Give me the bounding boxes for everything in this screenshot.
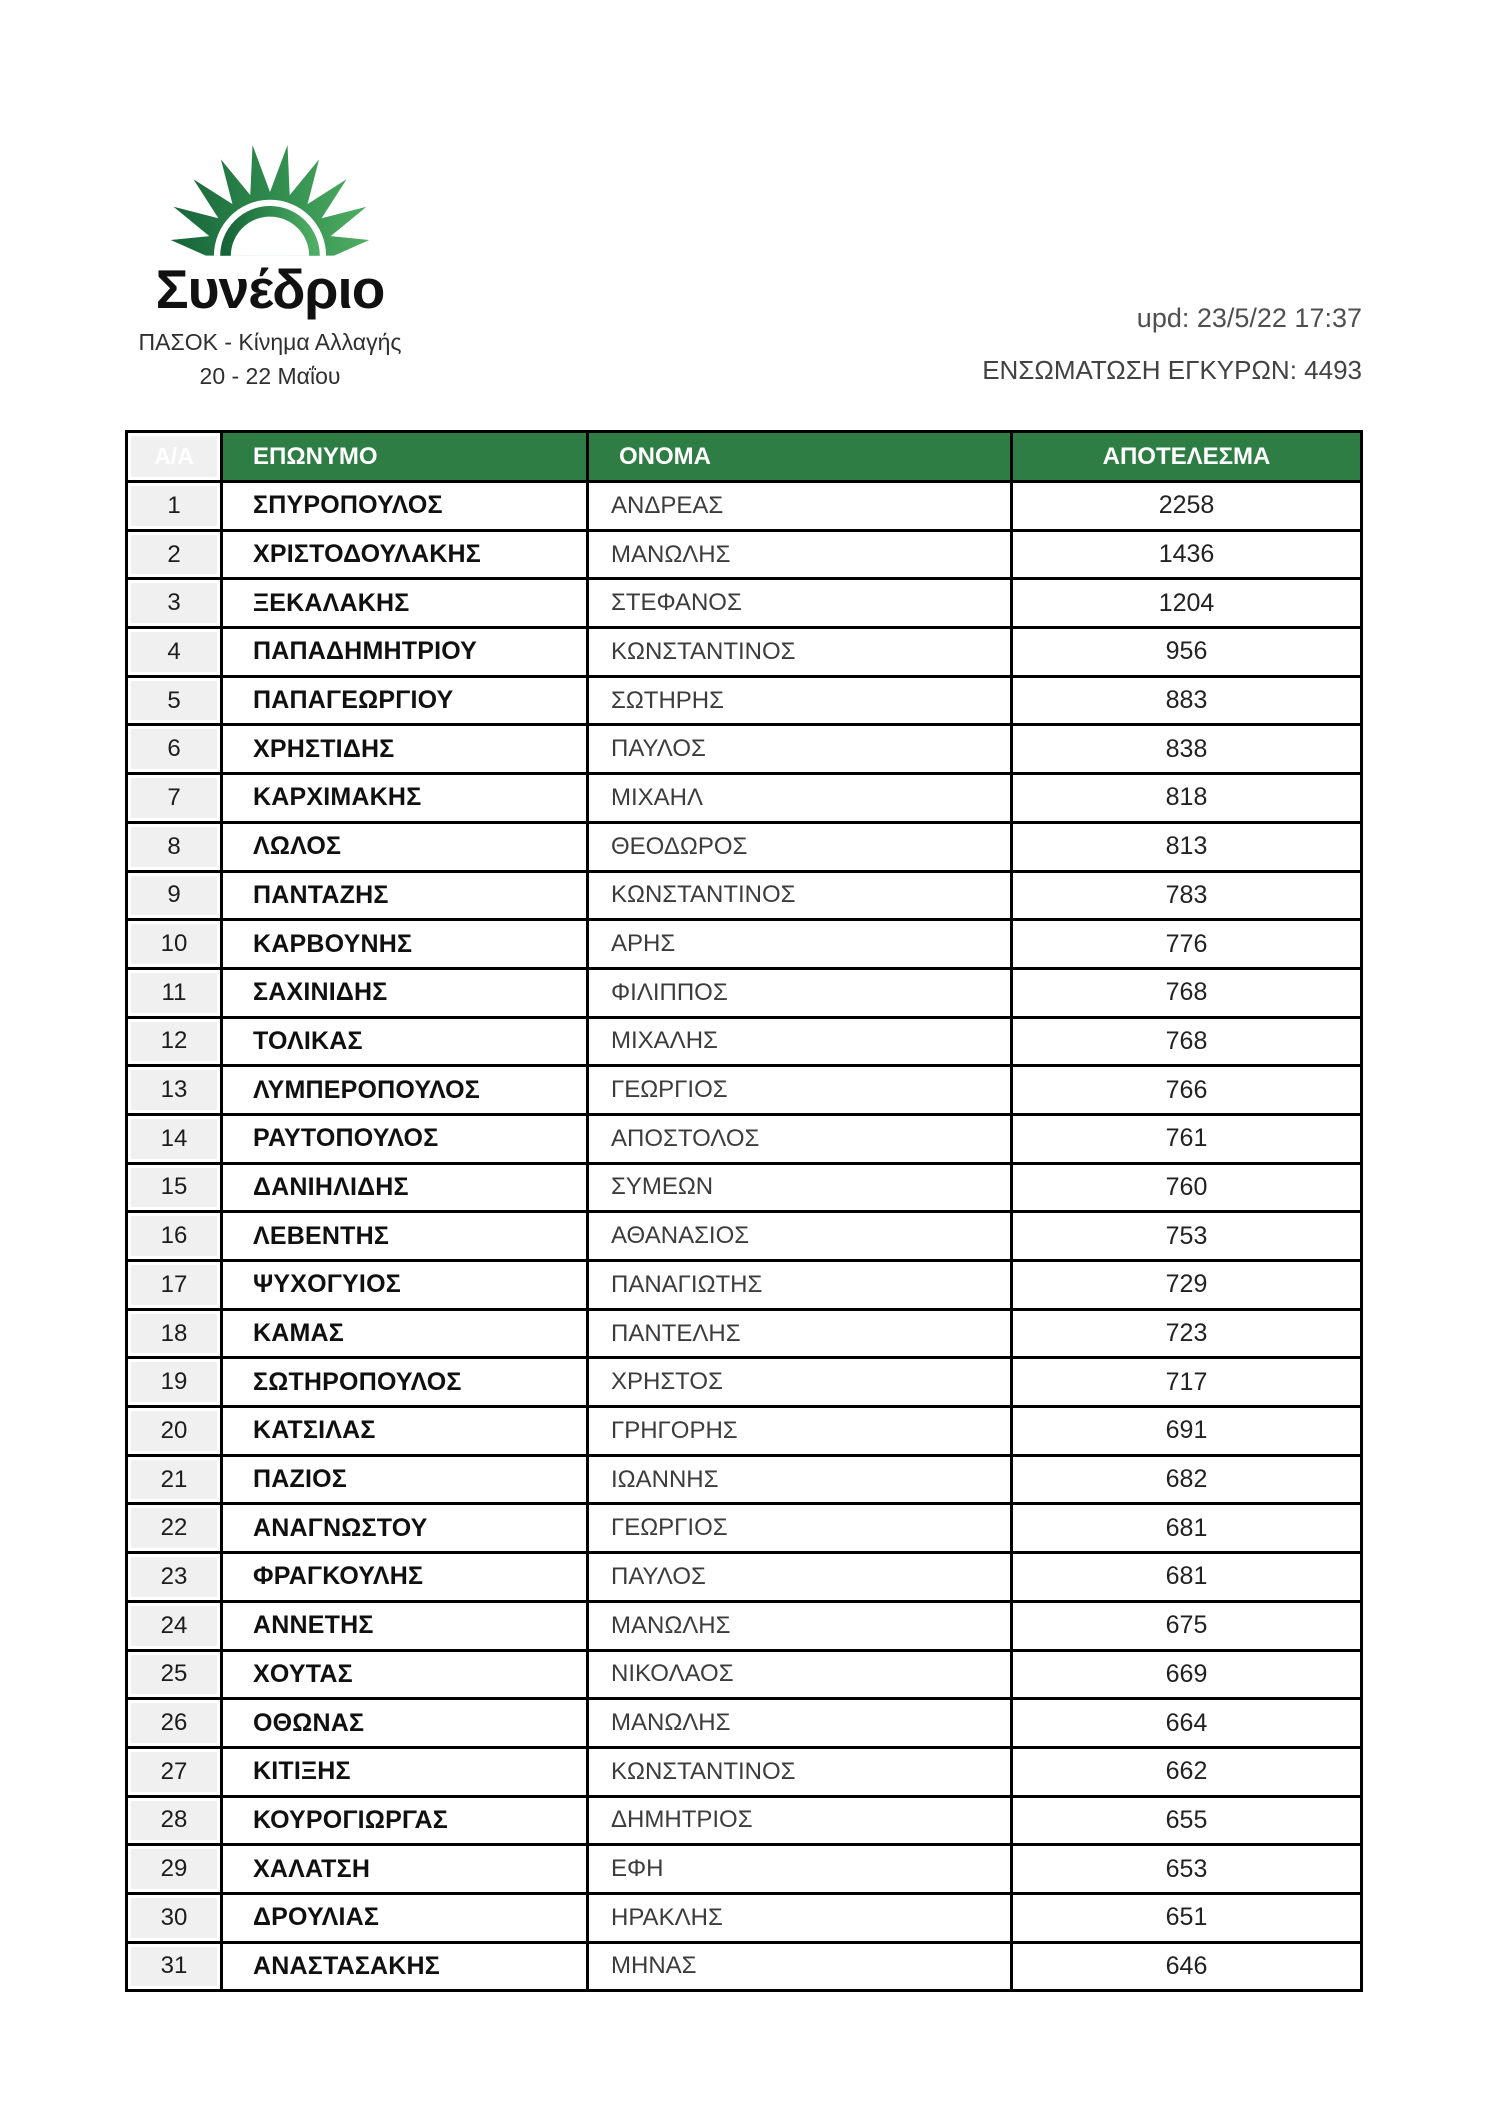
row-result-cell: 768 [1013,970,1363,1019]
row-surname-cell: ΚΟΥΡΟΓΙΩΡΓΑΣ [223,1798,589,1847]
row-surname-cell: ΤΟΛΙΚΑΣ [223,1019,589,1068]
table-row [128,580,1363,629]
table-row [128,1846,1363,1895]
header-result: ΑΠΟΤΕΛΕΣΜΑ [1013,433,1363,483]
table-row [128,873,1363,922]
row-result-cell: 766 [1013,1067,1363,1116]
row-index-cell: 3 [128,580,223,629]
row-firstname-cell: ΙΩΑΝΝΗΣ [589,1457,1013,1506]
row-index-cell: 24 [128,1603,223,1652]
row-index-cell: 25 [128,1652,223,1701]
row-firstname-cell: ΓΕΩΡΓΙΟΣ [589,1067,1013,1116]
table-row [128,483,1363,532]
header-surname: ΕΠΩΝΥΜΟ [223,433,589,483]
row-firstname-cell: ΑΘΑΝΑΣΙΟΣ [589,1213,1013,1262]
row-index-cell: 18 [128,1311,223,1360]
row-firstname-cell: ΚΩΝΣΤΑΝΤΙΝΟΣ [589,1749,1013,1798]
row-result-cell: 664 [1013,1700,1363,1749]
row-result-cell: 646 [1013,1944,1363,1993]
row-index-cell: 1 [128,483,223,532]
row-surname-cell: ΣΩΤΗΡΟΠΟΥΛΟΣ [223,1359,589,1408]
row-index-cell: 6 [128,726,223,775]
row-result-cell: 651 [1013,1895,1363,1944]
row-firstname-cell: ΘΕΟΔΩΡΟΣ [589,824,1013,873]
row-surname-cell: ΑΝΑΓΝΩΣΤΟΥ [223,1505,589,1554]
row-surname-cell: ΚΑΜΑΣ [223,1311,589,1360]
table-row [128,970,1363,1019]
table-row [128,1116,1363,1165]
row-result-cell: 956 [1013,629,1363,678]
row-surname-cell: ΔΡΟΥΛΙΑΣ [223,1895,589,1944]
update-info [982,303,1362,386]
last-updated-text: upd: 23/5/22 17:37 [1136,303,1362,333]
congress-logo [105,128,435,390]
row-result-cell: 783 [1013,873,1363,922]
row-surname-cell: ΠΑΠΑΓΕΩΡΓΙΟΥ [223,678,589,727]
table-row [128,1457,1363,1506]
row-result-cell: 2258 [1013,483,1363,532]
table-row [128,1165,1363,1214]
table-row [128,1311,1363,1360]
header-index: Α/Α [128,433,223,483]
row-result-cell: 682 [1013,1457,1363,1506]
row-surname-cell: ΛΕΒΕΝΤΗΣ [223,1213,589,1262]
row-result-cell: 675 [1013,1603,1363,1652]
table-row [128,726,1363,775]
row-surname-cell: ΡΑΥΤΟΠΟΥΛΟΣ [223,1116,589,1165]
row-result-cell: 669 [1013,1652,1363,1701]
table-row [128,629,1363,678]
row-surname-cell: ΠΑΠΑΔΗΜΗΤΡΙΟΥ [223,629,589,678]
sunburst-logo-icon [154,128,386,256]
table-row [128,1749,1363,1798]
row-firstname-cell: ΠΑΝΤΕΛΗΣ [589,1311,1013,1360]
row-result-cell: 681 [1013,1554,1363,1603]
row-firstname-cell: ΧΡΗΣΤΟΣ [589,1359,1013,1408]
row-index-cell: 17 [128,1262,223,1311]
results-table [125,430,1363,1992]
row-firstname-cell: ΓΕΩΡΓΙΟΣ [589,1505,1013,1554]
row-index-cell: 11 [128,970,223,1019]
results-table-body [128,483,1363,1992]
row-index-cell: 9 [128,873,223,922]
row-surname-cell: ΚΑΡΧΙΜΑΚΗΣ [223,775,589,824]
table-row [128,1895,1363,1944]
row-index-cell: 7 [128,775,223,824]
logo-organization: ΠΑΣΟΚ - Κίνημα Αλλαγής [138,329,402,355]
table-row [128,1262,1363,1311]
row-surname-cell: ΚΙΤΙΞΗΣ [223,1749,589,1798]
row-result-cell: 717 [1013,1359,1363,1408]
row-firstname-cell: ΕΦΗ [589,1846,1013,1895]
row-index-cell: 13 [128,1067,223,1116]
row-result-cell: 729 [1013,1262,1363,1311]
row-firstname-cell: ΜΑΝΩΛΗΣ [589,1700,1013,1749]
row-surname-cell: ΔΑΝΙΗΛΙΔΗΣ [223,1165,589,1214]
table-row [128,1700,1363,1749]
row-firstname-cell: ΜΑΝΩΛΗΣ [589,1603,1013,1652]
table-row [128,678,1363,727]
row-firstname-cell: ΜΗΝΑΣ [589,1944,1013,1993]
row-result-cell: 653 [1013,1846,1363,1895]
row-result-cell: 813 [1013,824,1363,873]
row-firstname-cell: ΠΑΥΛΟΣ [589,1554,1013,1603]
table-row [128,824,1363,873]
row-surname-cell: ΚΑΡΒΟΥΝΗΣ [223,921,589,970]
row-index-cell: 10 [128,921,223,970]
row-result-cell: 883 [1013,678,1363,727]
row-index-cell: 27 [128,1749,223,1798]
row-index-cell: 30 [128,1895,223,1944]
row-result-cell: 818 [1013,775,1363,824]
row-firstname-cell: ΔΗΜΗΤΡΙΟΣ [589,1798,1013,1847]
row-firstname-cell: ΣΥΜΕΩΝ [589,1165,1013,1214]
row-firstname-cell: ΜΙΧΑΗΛ [589,775,1013,824]
logo-title: Συνέδριο [155,258,385,320]
row-surname-cell: ΠΑΖΙΟΣ [223,1457,589,1506]
row-result-cell: 655 [1013,1798,1363,1847]
row-surname-cell: ΧΟΥΤΑΣ [223,1652,589,1701]
row-surname-cell: ΦΡΑΓΚΟΥΛΗΣ [223,1554,589,1603]
row-index-cell: 12 [128,1019,223,1068]
row-result-cell: 1436 [1013,532,1363,581]
row-firstname-cell: ΑΝΔΡΕΑΣ [589,483,1013,532]
row-surname-cell: ΑΝΝΕΤΗΣ [223,1603,589,1652]
table-row [128,1213,1363,1262]
row-index-cell: 15 [128,1165,223,1214]
table-row [128,1067,1363,1116]
row-surname-cell: ΑΝΑΣΤΑΣΑΚΗΣ [223,1944,589,1993]
row-firstname-cell: ΚΩΝΣΤΑΝΤΙΝΟΣ [589,873,1013,922]
logo-dates: 20 - 22 Μαΐου [199,363,341,389]
table-row [128,1019,1363,1068]
table-row [128,1554,1363,1603]
row-result-cell: 768 [1013,1019,1363,1068]
row-surname-cell: ΣΠΥΡΟΠΟΥΛΟΣ [223,483,589,532]
row-result-cell: 662 [1013,1749,1363,1798]
row-index-cell: 4 [128,629,223,678]
row-index-cell: 28 [128,1798,223,1847]
row-surname-cell: ΠΑΝΤΑΖΗΣ [223,873,589,922]
table-row [128,1798,1363,1847]
row-index-cell: 22 [128,1505,223,1554]
table-row [128,1603,1363,1652]
row-firstname-cell: ΦΙΛΙΠΠΟΣ [589,970,1013,1019]
row-index-cell: 2 [128,532,223,581]
row-surname-cell: ΧΡΗΣΤΙΔΗΣ [223,726,589,775]
row-index-cell: 16 [128,1213,223,1262]
row-surname-cell: ΧΑΛΑΤΣΗ [223,1846,589,1895]
table-row [128,775,1363,824]
table-row [128,1944,1363,1993]
row-index-cell: 14 [128,1116,223,1165]
row-result-cell: 838 [1013,726,1363,775]
table-row [128,1505,1363,1554]
row-firstname-cell: ΜΑΝΩΛΗΣ [589,532,1013,581]
row-firstname-cell: ΓΡΗΓΟΡΗΣ [589,1408,1013,1457]
row-index-cell: 31 [128,1944,223,1993]
row-index-cell: 29 [128,1846,223,1895]
header-firstname: ΟΝΟΜΑ [589,433,1013,483]
row-surname-cell: ΚΑΤΣΙΛΑΣ [223,1408,589,1457]
row-firstname-cell: ΠΑΥΛΟΣ [589,726,1013,775]
row-surname-cell: ΣΑΧΙΝΙΔΗΣ [223,970,589,1019]
row-firstname-cell: ΝΙΚΟΛΑΟΣ [589,1652,1013,1701]
row-firstname-cell: ΑΠΟΣΤΟΛΟΣ [589,1116,1013,1165]
row-index-cell: 5 [128,678,223,727]
row-index-cell: 21 [128,1457,223,1506]
row-firstname-cell: ΚΩΝΣΤΑΝΤΙΝΟΣ [589,629,1013,678]
table-row [128,921,1363,970]
row-index-cell: 23 [128,1554,223,1603]
row-surname-cell: ΟΘΩΝΑΣ [223,1700,589,1749]
row-firstname-cell: ΣΤΕΦΑΝΟΣ [589,580,1013,629]
row-result-cell: 723 [1013,1311,1363,1360]
row-index-cell: 26 [128,1700,223,1749]
row-surname-cell: ΧΡΙΣΤΟΔΟΥΛΑΚΗΣ [223,532,589,581]
row-surname-cell: ΨΥΧΟΓΥΙΟΣ [223,1262,589,1311]
row-firstname-cell: ΣΩΤΗΡΗΣ [589,678,1013,727]
row-index-cell: 19 [128,1359,223,1408]
row-surname-cell: ΛΥΜΠΕΡΟΠΟΥΛΟΣ [223,1067,589,1116]
row-firstname-cell: ΜΙΧΑΛΗΣ [589,1019,1013,1068]
row-result-cell: 776 [1013,921,1363,970]
row-firstname-cell: ΗΡΑΚΛΗΣ [589,1895,1013,1944]
row-index-cell: 8 [128,824,223,873]
row-result-cell: 691 [1013,1408,1363,1457]
table-row [128,532,1363,581]
table-row [128,1408,1363,1457]
row-result-cell: 681 [1013,1505,1363,1554]
valid-votes-incorporated-text: ΕΝΣΩΜΑΤΩΣΗ ΕΓΚΥΡΩΝ: 4493 [982,355,1362,385]
row-index-cell: 20 [128,1408,223,1457]
row-result-cell: 761 [1013,1116,1363,1165]
row-surname-cell: ΞΕΚΑΛΑΚΗΣ [223,580,589,629]
row-result-cell: 760 [1013,1165,1363,1214]
row-result-cell: 753 [1013,1213,1363,1262]
table-row [128,1359,1363,1408]
row-result-cell: 1204 [1013,580,1363,629]
row-surname-cell: ΛΩΛΟΣ [223,824,589,873]
row-firstname-cell: ΠΑΝΑΓΙΩΤΗΣ [589,1262,1013,1311]
table-row [128,1652,1363,1701]
row-firstname-cell: ΑΡΗΣ [589,921,1013,970]
table-header-row [128,433,1363,483]
